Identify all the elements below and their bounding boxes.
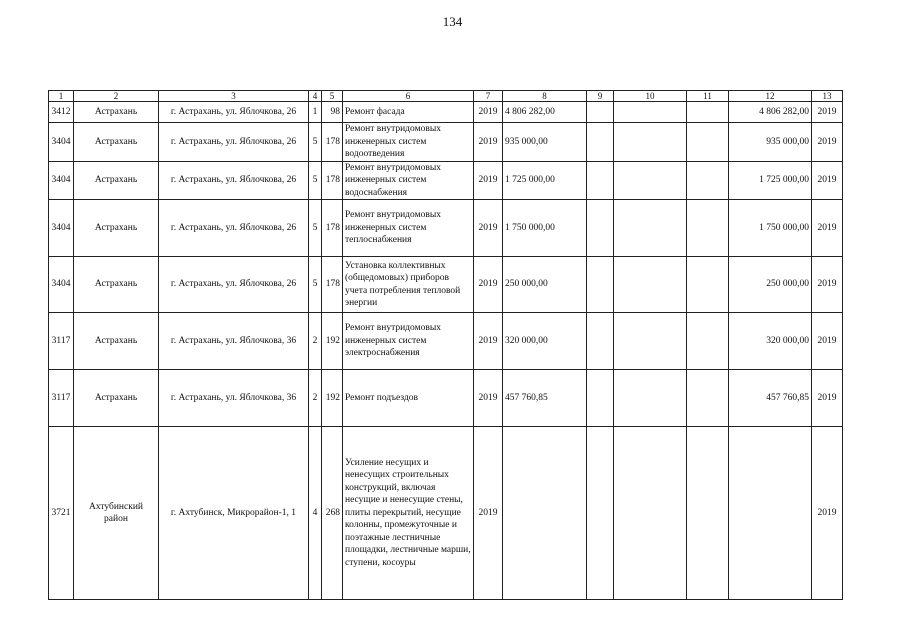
col-10-cell bbox=[614, 161, 687, 200]
municipality-cell: Астрахань bbox=[74, 313, 159, 370]
col-10-cell bbox=[614, 370, 687, 427]
capital-repair-table bbox=[48, 90, 843, 600]
apartments-cell: 192 bbox=[322, 370, 343, 427]
col-9-cell bbox=[587, 102, 614, 123]
municipality-cell: Астрахань bbox=[74, 161, 159, 200]
col-10-cell bbox=[614, 313, 687, 370]
col-11-cell bbox=[687, 257, 729, 313]
column-header: 6 bbox=[343, 91, 474, 102]
object-id-cell: 3117 bbox=[49, 370, 74, 427]
work-type-cell: Ремонт подъездов bbox=[343, 370, 474, 427]
col-9-cell bbox=[587, 123, 614, 162]
end-year-cell: 2019 bbox=[812, 313, 843, 370]
address-cell: г. Ахтубинск, Микрорайон-1, 1 bbox=[159, 427, 309, 600]
work-type-cell: Усиление несущих и ненесущих строительных конструкций, включая несущие и ненесущие стены, плиты перекрытий, несущие колонны, промежуточные и поэтажные лестничные площадки, лестничные марши, ступени, косоуры bbox=[343, 427, 474, 600]
start-year-cell: 2019 bbox=[474, 313, 503, 370]
work-type-cell: Ремонт внутридомовых инженерных систем теплоснабжения bbox=[343, 200, 474, 257]
end-year-cell: 2019 bbox=[812, 257, 843, 313]
col-10-cell bbox=[614, 427, 687, 600]
object-id-cell: 3404 bbox=[49, 161, 74, 200]
start-year-cell: 2019 bbox=[474, 370, 503, 427]
column-header: 2 bbox=[74, 91, 159, 102]
table-row bbox=[49, 257, 843, 313]
column-header: 7 bbox=[474, 91, 503, 102]
start-year-cell: 2019 bbox=[474, 200, 503, 257]
column-header: 11 bbox=[687, 91, 729, 102]
work-type-cell: Ремонт внутридомовых инженерных систем водоснабжения bbox=[343, 161, 474, 200]
municipality-cell: Астрахань bbox=[74, 370, 159, 427]
apartments-cell: 178 bbox=[322, 200, 343, 257]
fund-cost-cell: 320 000,00 bbox=[729, 313, 812, 370]
floors-cell: 2 bbox=[309, 313, 322, 370]
fund-cost-cell: 457 760,85 bbox=[729, 370, 812, 427]
column-header: 1 bbox=[49, 91, 74, 102]
col-9-cell bbox=[587, 370, 614, 427]
col-10-cell bbox=[614, 257, 687, 313]
table-row bbox=[49, 313, 843, 370]
col-9-cell bbox=[587, 313, 614, 370]
column-header: 8 bbox=[503, 91, 587, 102]
address-cell: г. Астрахань, ул. Яблочкова, 26 bbox=[159, 200, 309, 257]
object-id-cell: 3117 bbox=[49, 313, 74, 370]
col-11-cell bbox=[687, 427, 729, 600]
start-year-cell: 2019 bbox=[474, 257, 503, 313]
work-type-cell: Ремонт внутридомовых инженерных систем водоотведения bbox=[343, 123, 474, 162]
column-header: 9 bbox=[587, 91, 614, 102]
object-id-cell: 3412 bbox=[49, 102, 74, 123]
apartments-cell: 192 bbox=[322, 313, 343, 370]
municipality-cell: Астрахань bbox=[74, 257, 159, 313]
column-header: 4 bbox=[309, 91, 322, 102]
address-cell: г. Астрахань, ул. Яблочкова, 26 bbox=[159, 161, 309, 200]
col-9-cell bbox=[587, 200, 614, 257]
work-type-cell: Ремонт фасада bbox=[343, 102, 474, 123]
col-11-cell bbox=[687, 313, 729, 370]
address-cell: г. Астрахань, ул. Яблочкова, 26 bbox=[159, 257, 309, 313]
floors-cell: 5 bbox=[309, 161, 322, 200]
table-body bbox=[49, 91, 843, 600]
fund-cost-cell: 935 000,00 bbox=[729, 123, 812, 162]
col-9-cell bbox=[587, 161, 614, 200]
table-row bbox=[49, 123, 843, 162]
col-11-cell bbox=[687, 102, 729, 123]
total-cost-cell: 320 000,00 bbox=[503, 313, 587, 370]
col-9-cell bbox=[587, 427, 614, 600]
total-cost-cell bbox=[503, 427, 587, 600]
column-header: 3 bbox=[159, 91, 309, 102]
column-header: 12 bbox=[729, 91, 812, 102]
end-year-cell: 2019 bbox=[812, 370, 843, 427]
start-year-cell: 2019 bbox=[474, 427, 503, 600]
municipality-cell: Астрахань bbox=[74, 102, 159, 123]
table-row bbox=[49, 200, 843, 257]
end-year-cell: 2019 bbox=[812, 161, 843, 200]
total-cost-cell: 1 725 000,00 bbox=[503, 161, 587, 200]
apartments-cell: 268 bbox=[322, 427, 343, 600]
total-cost-cell: 1 750 000,00 bbox=[503, 200, 587, 257]
floors-cell: 1 bbox=[309, 102, 322, 123]
work-type-cell: Установка коллективных (общедомовых) приборов учета потребления тепловой энергии bbox=[343, 257, 474, 313]
object-id-cell: 3721 bbox=[49, 427, 74, 600]
floors-cell: 4 bbox=[309, 427, 322, 600]
total-cost-cell: 4 806 282,00 bbox=[503, 102, 587, 123]
column-number-row bbox=[49, 91, 843, 102]
total-cost-cell: 935 000,00 bbox=[503, 123, 587, 162]
column-header: 5 bbox=[322, 91, 343, 102]
table-row bbox=[49, 370, 843, 427]
col-10-cell bbox=[614, 102, 687, 123]
table-row bbox=[49, 427, 843, 600]
total-cost-cell: 250 000,00 bbox=[503, 257, 587, 313]
start-year-cell: 2019 bbox=[474, 161, 503, 200]
floors-cell: 5 bbox=[309, 123, 322, 162]
fund-cost-cell: 250 000,00 bbox=[729, 257, 812, 313]
col-11-cell bbox=[687, 370, 729, 427]
col-10-cell bbox=[614, 200, 687, 257]
fund-cost-cell: 1 725 000,00 bbox=[729, 161, 812, 200]
address-cell: г. Астрахань, ул. Яблочкова, 26 bbox=[159, 123, 309, 162]
page-number: 134 bbox=[442, 14, 463, 29]
apartments-cell: 178 bbox=[322, 257, 343, 313]
col-11-cell bbox=[687, 123, 729, 162]
end-year-cell: 2019 bbox=[812, 427, 843, 600]
address-cell: г. Астрахань, ул. Яблочкова, 36 bbox=[159, 313, 309, 370]
start-year-cell: 2019 bbox=[474, 123, 503, 162]
object-id-cell: 3404 bbox=[49, 200, 74, 257]
fund-cost-cell: 4 806 282,00 bbox=[729, 102, 812, 123]
fund-cost-cell bbox=[729, 427, 812, 600]
col-9-cell bbox=[587, 257, 614, 313]
floors-cell: 5 bbox=[309, 200, 322, 257]
table-row bbox=[49, 161, 843, 200]
fund-cost-cell: 1 750 000,00 bbox=[729, 200, 812, 257]
table-row bbox=[49, 102, 843, 123]
end-year-cell: 2019 bbox=[812, 102, 843, 123]
apartments-cell: 98 bbox=[322, 102, 343, 123]
start-year-cell: 2019 bbox=[474, 102, 503, 123]
municipality-cell: Астрахань bbox=[74, 200, 159, 257]
address-cell: г. Астрахань, ул. Яблочкова, 26 bbox=[159, 102, 309, 123]
apartments-cell: 178 bbox=[322, 123, 343, 162]
floors-cell: 5 bbox=[309, 257, 322, 313]
col-10-cell bbox=[614, 123, 687, 162]
municipality-cell: Астрахань bbox=[74, 123, 159, 162]
address-cell: г. Астрахань, ул. Яблочкова, 36 bbox=[159, 370, 309, 427]
end-year-cell: 2019 bbox=[812, 200, 843, 257]
col-11-cell bbox=[687, 161, 729, 200]
object-id-cell: 3404 bbox=[49, 257, 74, 313]
work-type-cell: Ремонт внутридомовых инженерных систем электроснабжения bbox=[343, 313, 474, 370]
column-header: 10 bbox=[614, 91, 687, 102]
floors-cell: 2 bbox=[309, 370, 322, 427]
apartments-cell: 178 bbox=[322, 161, 343, 200]
end-year-cell: 2019 bbox=[812, 123, 843, 162]
object-id-cell: 3404 bbox=[49, 123, 74, 162]
column-header: 13 bbox=[812, 91, 843, 102]
col-11-cell bbox=[687, 200, 729, 257]
municipality-cell: Ахтубинский район bbox=[74, 427, 159, 600]
total-cost-cell: 457 760,85 bbox=[503, 370, 587, 427]
